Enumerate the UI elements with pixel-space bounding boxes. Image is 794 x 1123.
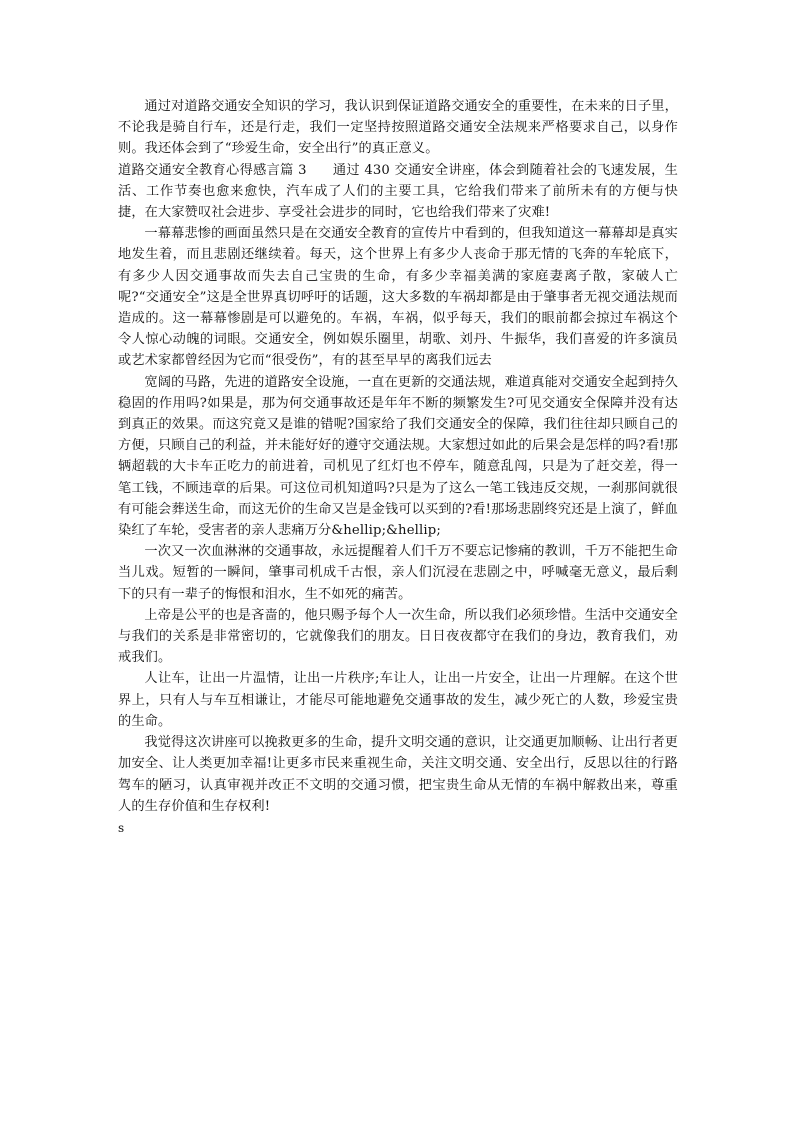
paragraph-6: 上帝是公平的也是吝啬的，他只赐予每个人一次生命，所以我们必须珍惜。生活中交通安全与我们的关系是非常密切的，它就像我们的朋友。日日夜夜都守在我们的身边，教育我们，劝戒我们。 xyxy=(118,607,678,666)
section-heading: 道路交通安全教育心得感言篇 3 xyxy=(118,162,307,178)
document-page xyxy=(118,96,678,837)
section-paragraph xyxy=(118,160,678,224)
trailing-character: s xyxy=(118,820,125,835)
paragraph-1: 通过对道路交通安全知识的学习，我认识到保证道路交通安全的重要性，在未来的日子里，不论我是骑自行车，还是行走，我们一定坚持按照道路交通安全法规来严格要求自己，以身作则。我还体会到了“珍爱生命，安全出行”的真正意义。 xyxy=(118,99,678,157)
paragraph-4: 宽阔的马路，先进的道路安全设施，一直在更新的交通法规，难道真能对交通安全起到持久稳固的作用吗?如果是，那为何交通事故还是年年不断的频繁发生?可见交通安全保障并没有达到真正的效果。而这究竟又是谁的错呢?国家给了我们交通安全的保障，我们往往却只顾自己的方便，只顾自己的利益，并未能好好的遵守交通法规。大家想过如此的后果会是怎样的吗?看!那辆超载的大卡车正吃力的前进着，司机见了红灯也不停车，随意乱闯，只是为了赶交差，得一笔工钱，不顾违章的后果。可这位司机知道吗?只是为了这么一笔工钱违反交规，一刹那间就很有可能会葬送生命，而这无价的生命又岂是金钱可以买到的?看!那场悲剧终究还是上演了，鲜血染红了车轮，受害者的亲人悲痛万分&hellip;&hellip; xyxy=(118,374,678,539)
paragraph-3: 一幕幕悲惨的画面虽然只是在交通安全教育的宣传片中看到的，但我知道这一幕幕却是真实地发生着，而且悲剧还继续着。每天，这个世界上有多少人丧命于那无情的飞奔的车轮底下，有多少人因交通事故而失去自己宝贵的生命，有多少幸福美满的家庭妻离子散，家破人亡呢?“交通安全”这是全世界真切呼吁的话题，这大多数的车祸却都是由于肇事者无视交通法规而造成的。这一幕幕惨剧是可以避免的。车祸，车祸，似乎每天，我们的眼前都会掠过车祸这个令人惊心动魄的词眼。交通安全，例如娱乐圈里，胡歌、刘丹、牛振华，我们喜爱的许多演员或艺术家都曾经因为它而“很受伤”，有的甚至早早的离我们远去 xyxy=(118,226,678,369)
paragraph-7: 人让车，让出一片温情，让出一片秩序;车让人，让出一片安全，让出一片理解。在这个世界上，只有人与车互相谦让，才能尽可能地避免交通事故的发生，减少死亡的人数，珍爱宝贵的生命。 xyxy=(118,671,678,729)
paragraph-8: 我觉得这次讲座可以挽救更多的生命，提升文明交通的意识，让交通更加顺畅、让出行者更加安全、让人类更加幸福!让更多市民来重视生命，关注文明交通、安全出行，反思以往的行路驾车的陋习，认真审视并改正不文明的交通习惯，把宝贵生命从无情的车祸中解救出来，尊重人的生存价值和生存权利! xyxy=(118,735,678,814)
paragraph-5: 一次又一次血淋淋的交通事故，永远提醒着人们千万不要忘记惨痛的教训，千万不能把生命当儿戏。短暂的一瞬间，肇事司机成千古恨，亲人们沉浸在悲剧之中，呼喊毫无意义，最后剩下的只有一辈子的悔恨和泪水，生不如死的痛苦。 xyxy=(118,544,678,602)
paragraph-2: 通过 430 交通安全讲座，体会到随着社会的飞速发展，生活、工作节奏也愈来愈快，汽车成了人们的主要工具，它给我们带来了前所未有的方便与快捷，在大家赞叹社会进步、享受社会进步的同时，它也给我们带来了灾难! xyxy=(118,162,678,221)
